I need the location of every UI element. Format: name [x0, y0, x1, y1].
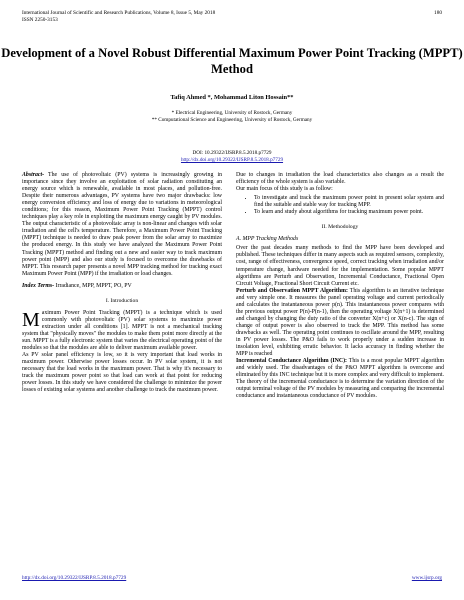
- footer-doi-link[interactable]: http://dx.doi.org/10.29322/IJSRP.8.5.2018.p7729: [22, 575, 127, 581]
- affiliation-2: ** Computational Science and Engineering, University of Rostock, Germany: [151, 117, 313, 124]
- intro-paragraph-2: As PV solar panel efficiency is low, so it is very important that load works in maximum power. Otherwise power losses occur. In PV solar system, it is not necessary that the load works in the maximum power. That is why it's necessary to track the maximum power point so that load can work at that point for reducing power losses. In this study we have considered the challenge to minimize the power losses of existing solar systems and another challenge to track the maximum power.: [22, 352, 222, 394]
- right-paragraph-1: Due to changes in irradiation the load characteristics also changes as a result the efficiency of the whole system is also variable.: [236, 172, 444, 186]
- doi-text: DOI: 10.29322/IJSRP.8.5.2018.p7729: [192, 150, 272, 156]
- list-item: • To investigate and track the maximum power point in present solar system and find the suitable and stable way for tracking MPP.: [254, 195, 444, 209]
- running-header: [22, 10, 215, 23]
- inc-label: Incremental Conductance Algorithm (INC):: [236, 358, 348, 365]
- section-heading-methodology: II. Methodology: [321, 224, 359, 231]
- right-column: [236, 172, 444, 400]
- paper-title: Development of a Novel Robust Differential Maximum Power Point Tracking (MPPT) Method: [1, 46, 463, 76]
- drop-cap: M: [22, 308, 40, 331]
- issn: ISSN 2250-3153: [22, 16, 58, 23]
- method-paragraph: Over the past decades many methods to find the MPP have been developed and published. These techniques differ in many aspects such as required sensors, complexity, cost, range of effectiveness, convergence speed, correct tracking when irradiation and/or temperature change, hardware needed for the implementation. Some popular MPPT algorithms are Perturb and Observation, Incremental Conductance, Fractional Open Circuit Voltage, Fractional Short Circuit Current etc.: [236, 245, 444, 287]
- doi-block: [0, 150, 464, 164]
- footer-site-link[interactable]: www.ijsrp.org: [411, 575, 442, 581]
- doi-link[interactable]: http://dx.doi.org/10.29322/IJSRP.8.5.2018.p7729: [180, 156, 284, 163]
- page-number: 180: [434, 10, 442, 16]
- inc-paragraph: [236, 358, 444, 400]
- index-terms-text: Irradiance, MPP, MPPT, PO, PV: [54, 282, 132, 289]
- po-text: This algorithm is an iterative technique and very simple one. It measures the panel operating voltage and current periodically and calculates the instantaneous power p(n). This instantaneous power compares with the previous output power P(n)-P(n-1), then the operating voltage X(n+1) is determined and changed by changing the duty ratio of the converter X(n+c) or X(n-c). The sign of change of output power is also observed to track the MPP. This method has some drawbacks as well. The operating point continues to oscillate around the MPP, resulting in PV power losses. The P&O fails to work properly under a sudden increase in insolation level, exhibiting erratic behavior. It lacks accuracy in finding whether the MPP is reached: [236, 287, 444, 358]
- inc-text: This is a most popular MPPT algorithm and widely used. The disadvantages of the P&O MPPT algorithm is overcome and eliminated by this INC technique but it is more complex and very difficult to implement. The theory of the incremental conductance is to determine the variation direction of the output terminal voltage of the PV modules by measuring and comparing the incremental conductance and instantaneous conductance of PV modules.: [236, 358, 444, 400]
- subsection-heading: A. MPP Tracking Methods: [236, 236, 299, 243]
- affiliation-1: * Electrical Engineering, University of Rostock, Germany: [171, 110, 293, 116]
- abstract-text: The use of photovoltaic (PV) systems is increasingly growing in importance since they involve an exploitation of solar radiation constituting an energy source which is renewable, available in most places, and pollution-free. Despite their numerous advantages, PV systems have two major drawbacks: low energy conversion efficiency and loss of energy due to variations in meteorological conditions; for this reason, Maximum Power Point Tracking (MPPT) control techniques play a key role in exploiting the maximum energy caught by PV modules. The output characteristic of a photovoltaic array is non-linear and changes with solar irradiation and the cell's temperature. Therefore, a Maximum Power Point Tracking (MPPT) technique is needed to draw peak power from the solar array to maximize the produced energy. In this study we have analyzed the Maximum Power Point Tracking (MPPT) method and finding out a new and easier way to track maximum power point (MPP) and also our study is focused to overcome the drawbacks of MPPT. This research paper presents a novel MPP tracking method for tracking exact Maximum Power Point (MPP) if the irradiation or load changes.: [22, 172, 222, 277]
- focus-list: [236, 195, 444, 216]
- intro-text-1: aximum Power Point Tracking (MPPT) is a technique which is used commonly with photovoltaic (PV) solar systems to maximize power extraction under all conditions [1]. MPPT is not a mechanical tracking system that "physically moves" the modules to make them point more directly at the sun. MPPT is a fully electronic system that varies the electrical operating point of the modules so that the modules are able to deliver maximum available power.: [22, 309, 222, 352]
- section-heading-introduction: I. Introduction: [105, 297, 139, 304]
- po-label: Perturb and Observation MPPT Algorithm:: [236, 287, 348, 294]
- left-column: [22, 172, 222, 394]
- right-paragraph-2: Our main focus of this study is as follow:: [236, 186, 333, 193]
- po-paragraph: [236, 288, 444, 358]
- journal-name: International Journal of Scientific and Research Publications, Volume 8, Issue 5, May 2018: [22, 10, 216, 16]
- list-item: • To learn and study about algorithms for tracking maximum power point.: [254, 209, 444, 216]
- abstract: [22, 172, 222, 278]
- abstract-label: Abstract-: [22, 172, 45, 178]
- intro-paragraph-1: [22, 310, 222, 352]
- index-terms-label: Index Terms-: [22, 282, 55, 289]
- authors: Tafiq Ahmed *, Mohammad Liton Hossain**: [170, 94, 294, 101]
- index-terms: [22, 283, 222, 290]
- affiliations: [0, 110, 464, 124]
